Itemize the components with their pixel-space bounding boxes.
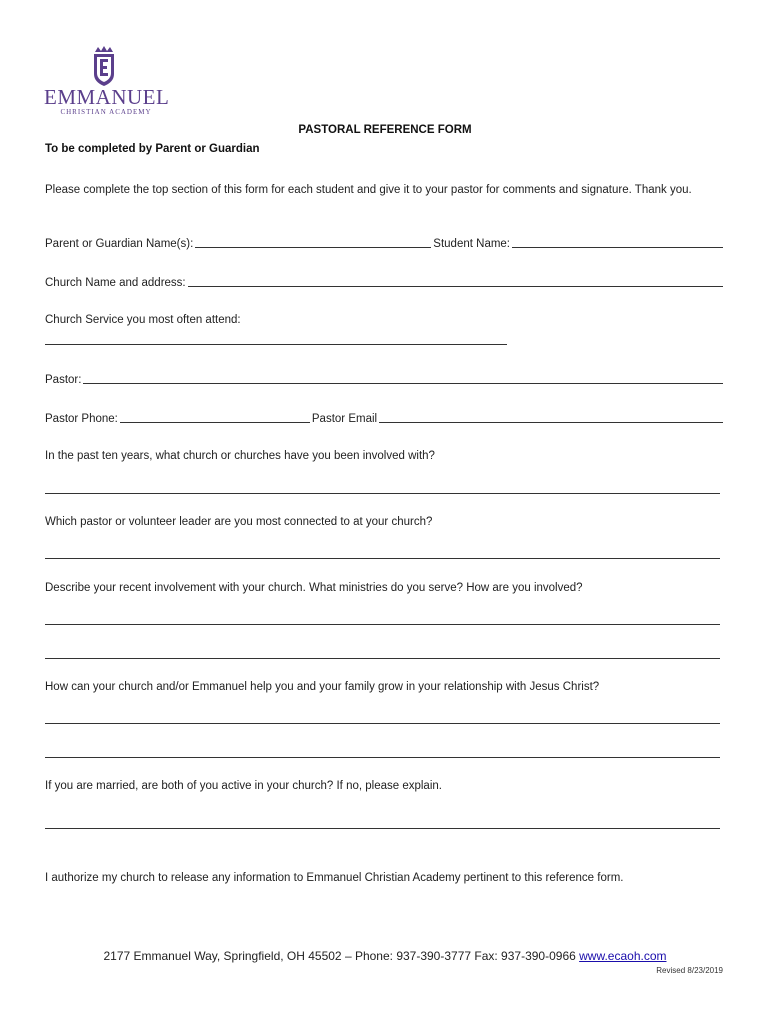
answer-4-line-2[interactable] bbox=[45, 757, 720, 758]
question-5: If you are married, are both of you active in your church? If no, please explain. bbox=[45, 780, 442, 792]
answer-5-line[interactable] bbox=[45, 828, 720, 829]
form-subtitle: To be completed by Parent or Guardian bbox=[45, 143, 260, 155]
form-title: PASTORAL REFERENCE FORM bbox=[298, 124, 472, 136]
footer-contact bbox=[0, 949, 770, 963]
logo-wordmark: EMMANUEL bbox=[44, 85, 170, 109]
logo-subtitle: CHRISTIAN ACADEMY bbox=[60, 108, 152, 116]
pastor-email-field[interactable] bbox=[379, 410, 723, 423]
pastor-phone-field[interactable] bbox=[120, 410, 310, 423]
parent-name-label: Parent or Guardian Name(s): bbox=[45, 238, 194, 250]
answer-3-line-1[interactable] bbox=[45, 624, 720, 625]
website-link[interactable]: www.ecaoh.com bbox=[579, 949, 667, 963]
student-name-field[interactable] bbox=[512, 235, 723, 248]
revision-date: Revised 8/23/2019 bbox=[656, 966, 723, 975]
pastor-field[interactable] bbox=[83, 371, 723, 384]
service-label: Church Service you most often attend: bbox=[45, 314, 241, 326]
authorization-statement: I authorize my church to release any information to Emmanuel Christian Academy pertinent to this reference form. bbox=[45, 872, 624, 884]
pastor-email-label: Pastor Email bbox=[311, 413, 378, 425]
question-3: Describe your recent involvement with your church. What ministries do you serve? How are you involved? bbox=[45, 582, 583, 594]
church-name-field[interactable] bbox=[188, 274, 723, 287]
question-4: How can your church and/or Emmanuel help you and your family grow in your relationship with Jesus Christ? bbox=[45, 681, 600, 693]
church-row bbox=[45, 273, 723, 289]
answer-4-line-1[interactable] bbox=[45, 723, 720, 724]
question-2: Which pastor or volunteer leader are you most connected to at your church? bbox=[45, 516, 433, 528]
crest-icon bbox=[91, 46, 117, 86]
pastor-row bbox=[45, 370, 723, 386]
footer-address: 2177 Emmanuel Way, Springfield, OH 45502 – Phone: 937-390-3777 Fax: 937-390-0966 bbox=[103, 949, 580, 963]
student-name-label: Student Name: bbox=[433, 238, 511, 250]
answer-3-line-2[interactable] bbox=[45, 658, 720, 659]
pastor-contact-row bbox=[45, 409, 723, 425]
intro-text: Please complete the top section of this form for each student and give it to your pastor for comments and signature. Thank you. bbox=[45, 184, 692, 196]
answer-1-line[interactable] bbox=[45, 493, 720, 494]
service-field[interactable] bbox=[45, 344, 507, 345]
pastor-label: Pastor: bbox=[45, 374, 82, 386]
parent-name-field[interactable] bbox=[195, 235, 431, 248]
church-name-label: Church Name and address: bbox=[45, 277, 186, 289]
parent-student-row bbox=[45, 234, 723, 250]
school-logo bbox=[44, 46, 168, 120]
pastor-phone-label: Pastor Phone: bbox=[45, 413, 118, 425]
answer-2-line[interactable] bbox=[45, 558, 720, 559]
question-1: In the past ten years, what church or churches have you been involved with? bbox=[45, 450, 435, 462]
